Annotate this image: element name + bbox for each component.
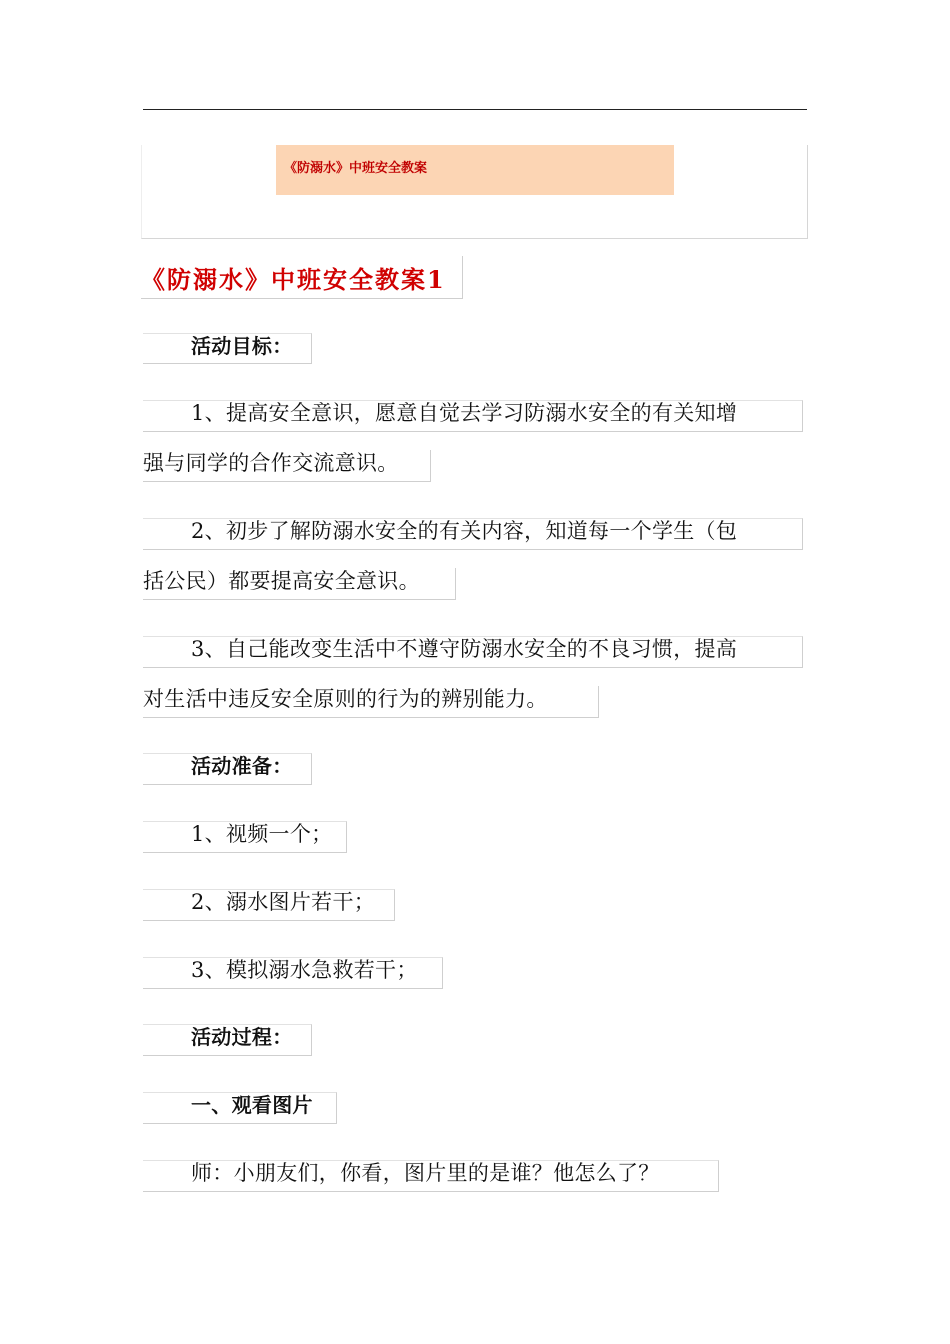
step-1-heading: 一、观看图片 xyxy=(191,1093,313,1117)
prep-heading: 活动准备： xyxy=(191,754,293,778)
prep-2: 2、溺水图片若干； xyxy=(191,890,376,914)
prep-1: 1、视频一个； xyxy=(191,822,333,846)
goal-3-paragraph: 3、自己能改变生活中不遵守防溺水安全的不良习惯，提高 对生活中违反安全原则的行为的辨别能力。 xyxy=(143,637,738,711)
goal-2-paragraph: 2、初步了解防溺水安全的有关内容，知道每一个学生（包 括公民）都要提高安全意识。 xyxy=(143,519,738,593)
header-rule xyxy=(143,109,807,110)
goal-heading: 活动目标： xyxy=(191,334,293,358)
document-banner xyxy=(276,145,674,195)
teacher-line: 师：小朋友们，你看，图片里的是谁？他怎么了？ xyxy=(191,1161,660,1185)
goal-1-paragraph: 1、提高安全意识，愿意自觉去学习防溺水安全的有关知增 强与同学的合作交流意识。 xyxy=(143,401,738,475)
prep-3: 3、模拟溺水急救若干； xyxy=(191,958,418,982)
process-heading: 活动过程： xyxy=(191,1025,293,1049)
document-title: 《防溺水》中班安全教案1 xyxy=(141,256,463,299)
banner-text: 《防溺水》中班安全教案 xyxy=(284,161,428,176)
